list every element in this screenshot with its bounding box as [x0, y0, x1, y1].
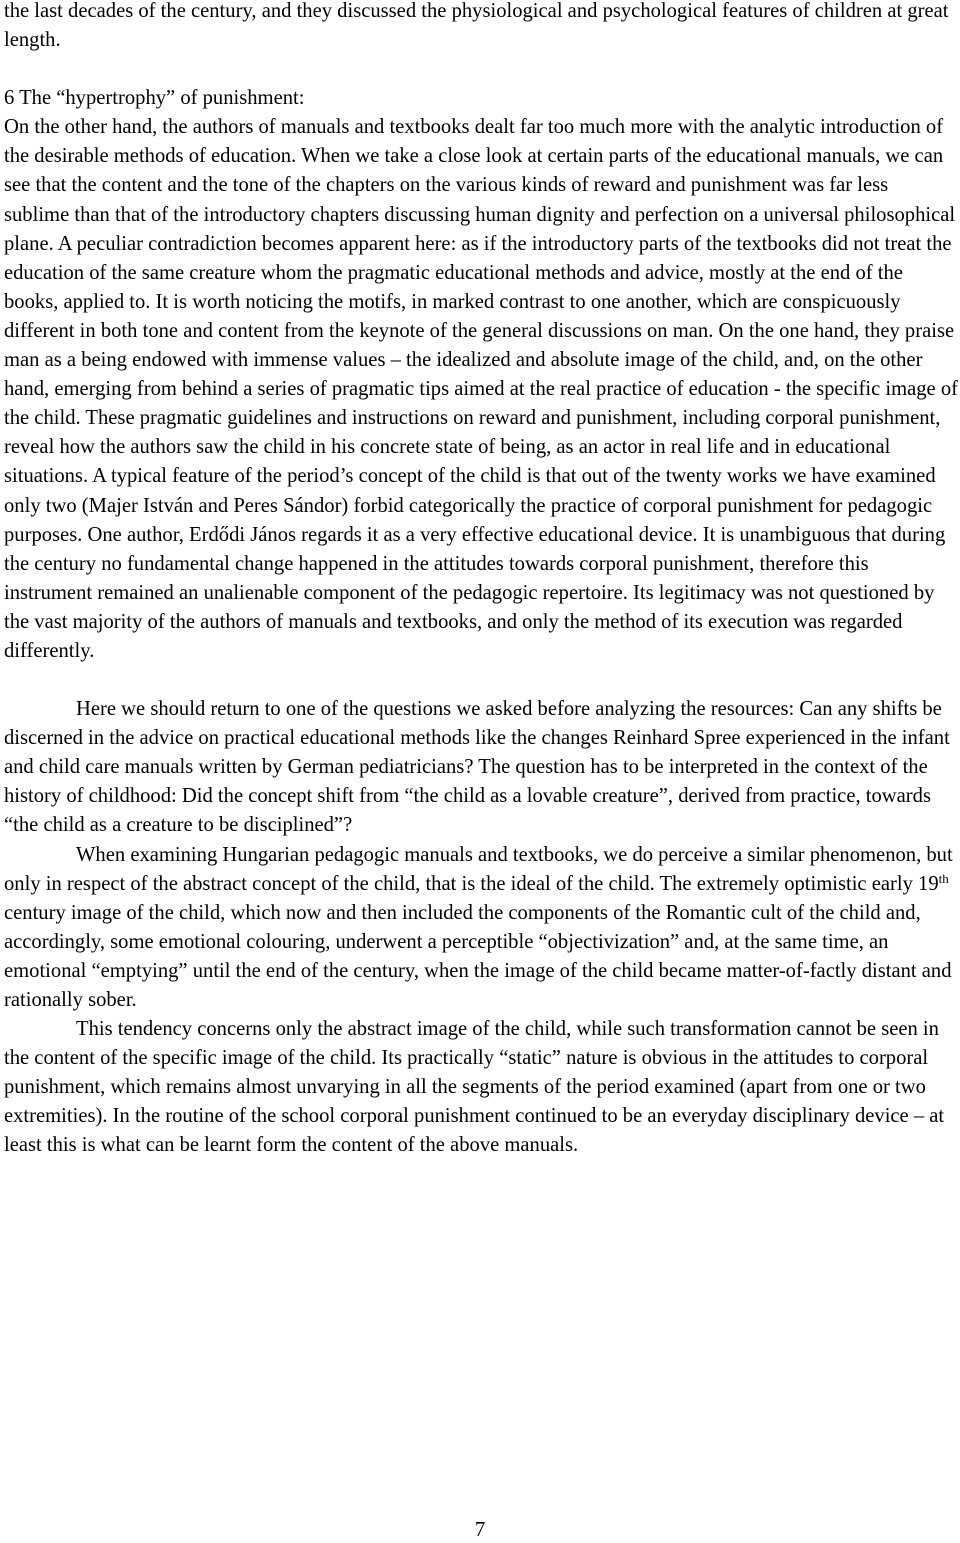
- paragraph-spacer: [4, 55, 958, 84]
- examining-text-start: When examining Hungarian pedagogic manuals and textbooks, we do perceive a similar phenomenon, but only in respect of the abstract concept of the child, that is the ideal of the child. The extremely optimistic early 19: [4, 843, 953, 895]
- intro-continuation-paragraph: the last decades of the century, and they discussed the physiological and psychological features of children at great length.: [4, 0, 949, 52]
- tendency-paragraph: This tendency concerns only the abstract image of the child, while such transformation cannot be seen in the content of the specific image of the child. Its practically “static” nature is obvious in the attitudes to corporal punishment, which remains almost unvarying in all the segments of the period examined (apart from one or two extremities). In the routine of the school corporal punishment continued to be an everyday disciplinary device – at least this is what can be learnt form the content of the above manuals.: [4, 1018, 945, 1157]
- ordinal-superscript: th: [938, 870, 949, 886]
- section-heading: 6 The “hypertrophy” of punishment:: [4, 87, 305, 110]
- page-number: 7: [474, 1519, 486, 1541]
- return-question-paragraph: Here we should return to one of the questions we asked before analyzing the resources: Can any shifts be discerned in the advice on practical educational methods like the changes Reinhard Spree experienced in the infant and child care manuals written by German pediatricians? The question has to be interpreted in the context of the history of childhood: Did the concept shift from “the child as a lovable creature”, derived from practice, towards “the child as a creature to be disciplined”?: [4, 698, 950, 837]
- paragraph-spacer: [4, 666, 958, 695]
- document-page: [4, 0, 958, 1161]
- examining-manuals-paragraph: [4, 841, 958, 1016]
- examining-text-end: century image of the child, which now and then included the components of the Romantic cult of the child and, accordingly, some emotional colouring, underwent a perceptible “objectivization” and, at the same time, an emotional “emptying” until the end of the century, when the image of the child became matter-of-factly distant and rationally sober.: [4, 901, 952, 1011]
- section-body-paragraph: On the other hand, the authors of manuals and textbooks dealt far too much more with the analytic introduction of the desirable methods of education. When we take a close look at certain parts of the educational manuals, we can see that the content and the tone of the chapters on the various kinds of reward and punishment was far less sublime than that of the introductory chapters discussing human dignity and perfection on a universal philosophical plane. A peculiar contradiction becomes apparent here: as if the introductory parts of the textbooks did not treat the education of the same creature whom the pragmatic educational methods and advice, mostly at the end of the books, applied to. It is worth noticing the motifs, in marked contrast to one another, which are conspicuously different in both tone and content from the keynote of the general discussions on man. On the one hand, they praise man as a being endowed with immense values – the idealized and absolute image of the child, and, on the other hand, emerging from behind a series of pragmatic tips aimed at the real practice of education - the specific image of the child. These pragmatic guidelines and instructions on reward and punishment, including corporal punishment, reveal how the authors saw the child in his concrete state of being, as an actor in real life and in educational situations. A typical feature of the period’s concept of the child is that out of the twenty works we have examined only two (Majer István and Peres Sándor) forbid categorically the practice of corporal punishment for pedagogic purposes. One author, Erdődi János regards it as a very effective educational device. It is unambiguous that during the century no fundamental change happened in the attitudes towards corporal punishment, therefore this instrument remained an unalienable component of the pedagogic repertoire. Its legitimacy was not questioned by the vast majority of the authors of manuals and textbooks, and only the method of its execution was regarded differently.: [4, 116, 958, 662]
